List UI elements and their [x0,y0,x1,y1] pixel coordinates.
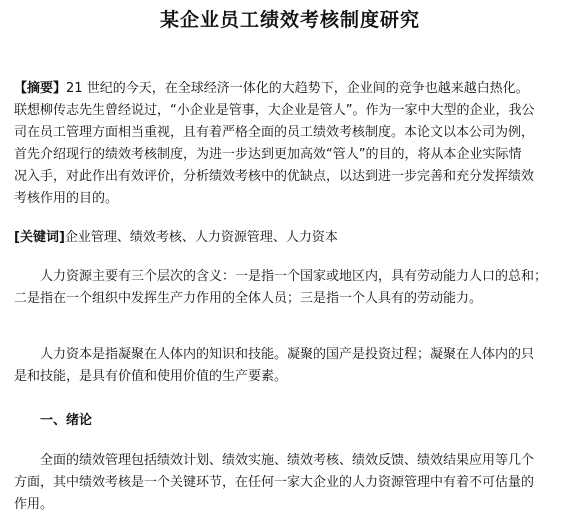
body-line: 是和技能，是具有价值和使用价值的生产要素。 [14,369,288,384]
abstract-line: 联想柳传志先生曾经说过，“小企业是管事，大企业是管人”。作为一家中大型的企业，我公 [14,103,535,118]
abstract-line: 首先介绍现行的绩效考核制度，为进一步达到更加高效“管人”的目的，将从本企业实际情 [14,147,522,162]
keywords-text: 企业管理、绩效考核、人力资源管理、人力资本 [64,230,338,245]
body-paragraph-introduction [14,450,570,514]
section-heading: 一、绪论 [40,413,93,428]
body-paragraph-human-capital [14,344,570,388]
abstract-line: 21 世纪的今天，在全球经济一体化的大趋势下，企业间的竞争也越来越白热化。 [66,81,529,96]
abstract-label: 【摘要】 [14,81,67,96]
body-line: 作用。 [14,497,54,512]
body-line: 人力资本是指凝聚在人体内的知识和技能。凝聚的国产是投资过程；凝聚在人体内的只 [40,347,535,362]
document-title: 某企业员工绩效考核制度研究 [159,9,420,31]
keywords-paragraph [14,227,570,249]
body-line: 二是指在一个组织中发挥生产力作用的全体人员；三是指一个人具有的劳动能力。 [14,291,483,306]
body-line: 人力资源主要有三个层次的含义：一是指一个国家或地区内，具有劳动能力人口的总和； [40,269,548,284]
body-paragraph-human-resources [14,266,570,310]
body-line: 全面的绩效管理包括绩效计划、绩效实施、绩效考核、绩效反馈、绩效结果应用等几个 [40,453,535,468]
abstract-line: 司在员工管理方面相当重视，且有着严格全面的员工绩效考核制度。本论文以本公司为例， [14,125,535,140]
abstract-line: 况入手，对此作出有效评价，分析绩效考核中的优缺点，以达到进一步完善和充分发挥绩效 [14,169,535,184]
abstract-line: 考核作用的目的。 [14,191,119,206]
abstract-paragraph [14,78,570,210]
body-line: 方面，其中绩效考核是一个关键环节，在任何一家大企业的人力资源管理中有着不可估量的 [14,475,535,490]
keywords-label: [关键词] [14,230,65,245]
